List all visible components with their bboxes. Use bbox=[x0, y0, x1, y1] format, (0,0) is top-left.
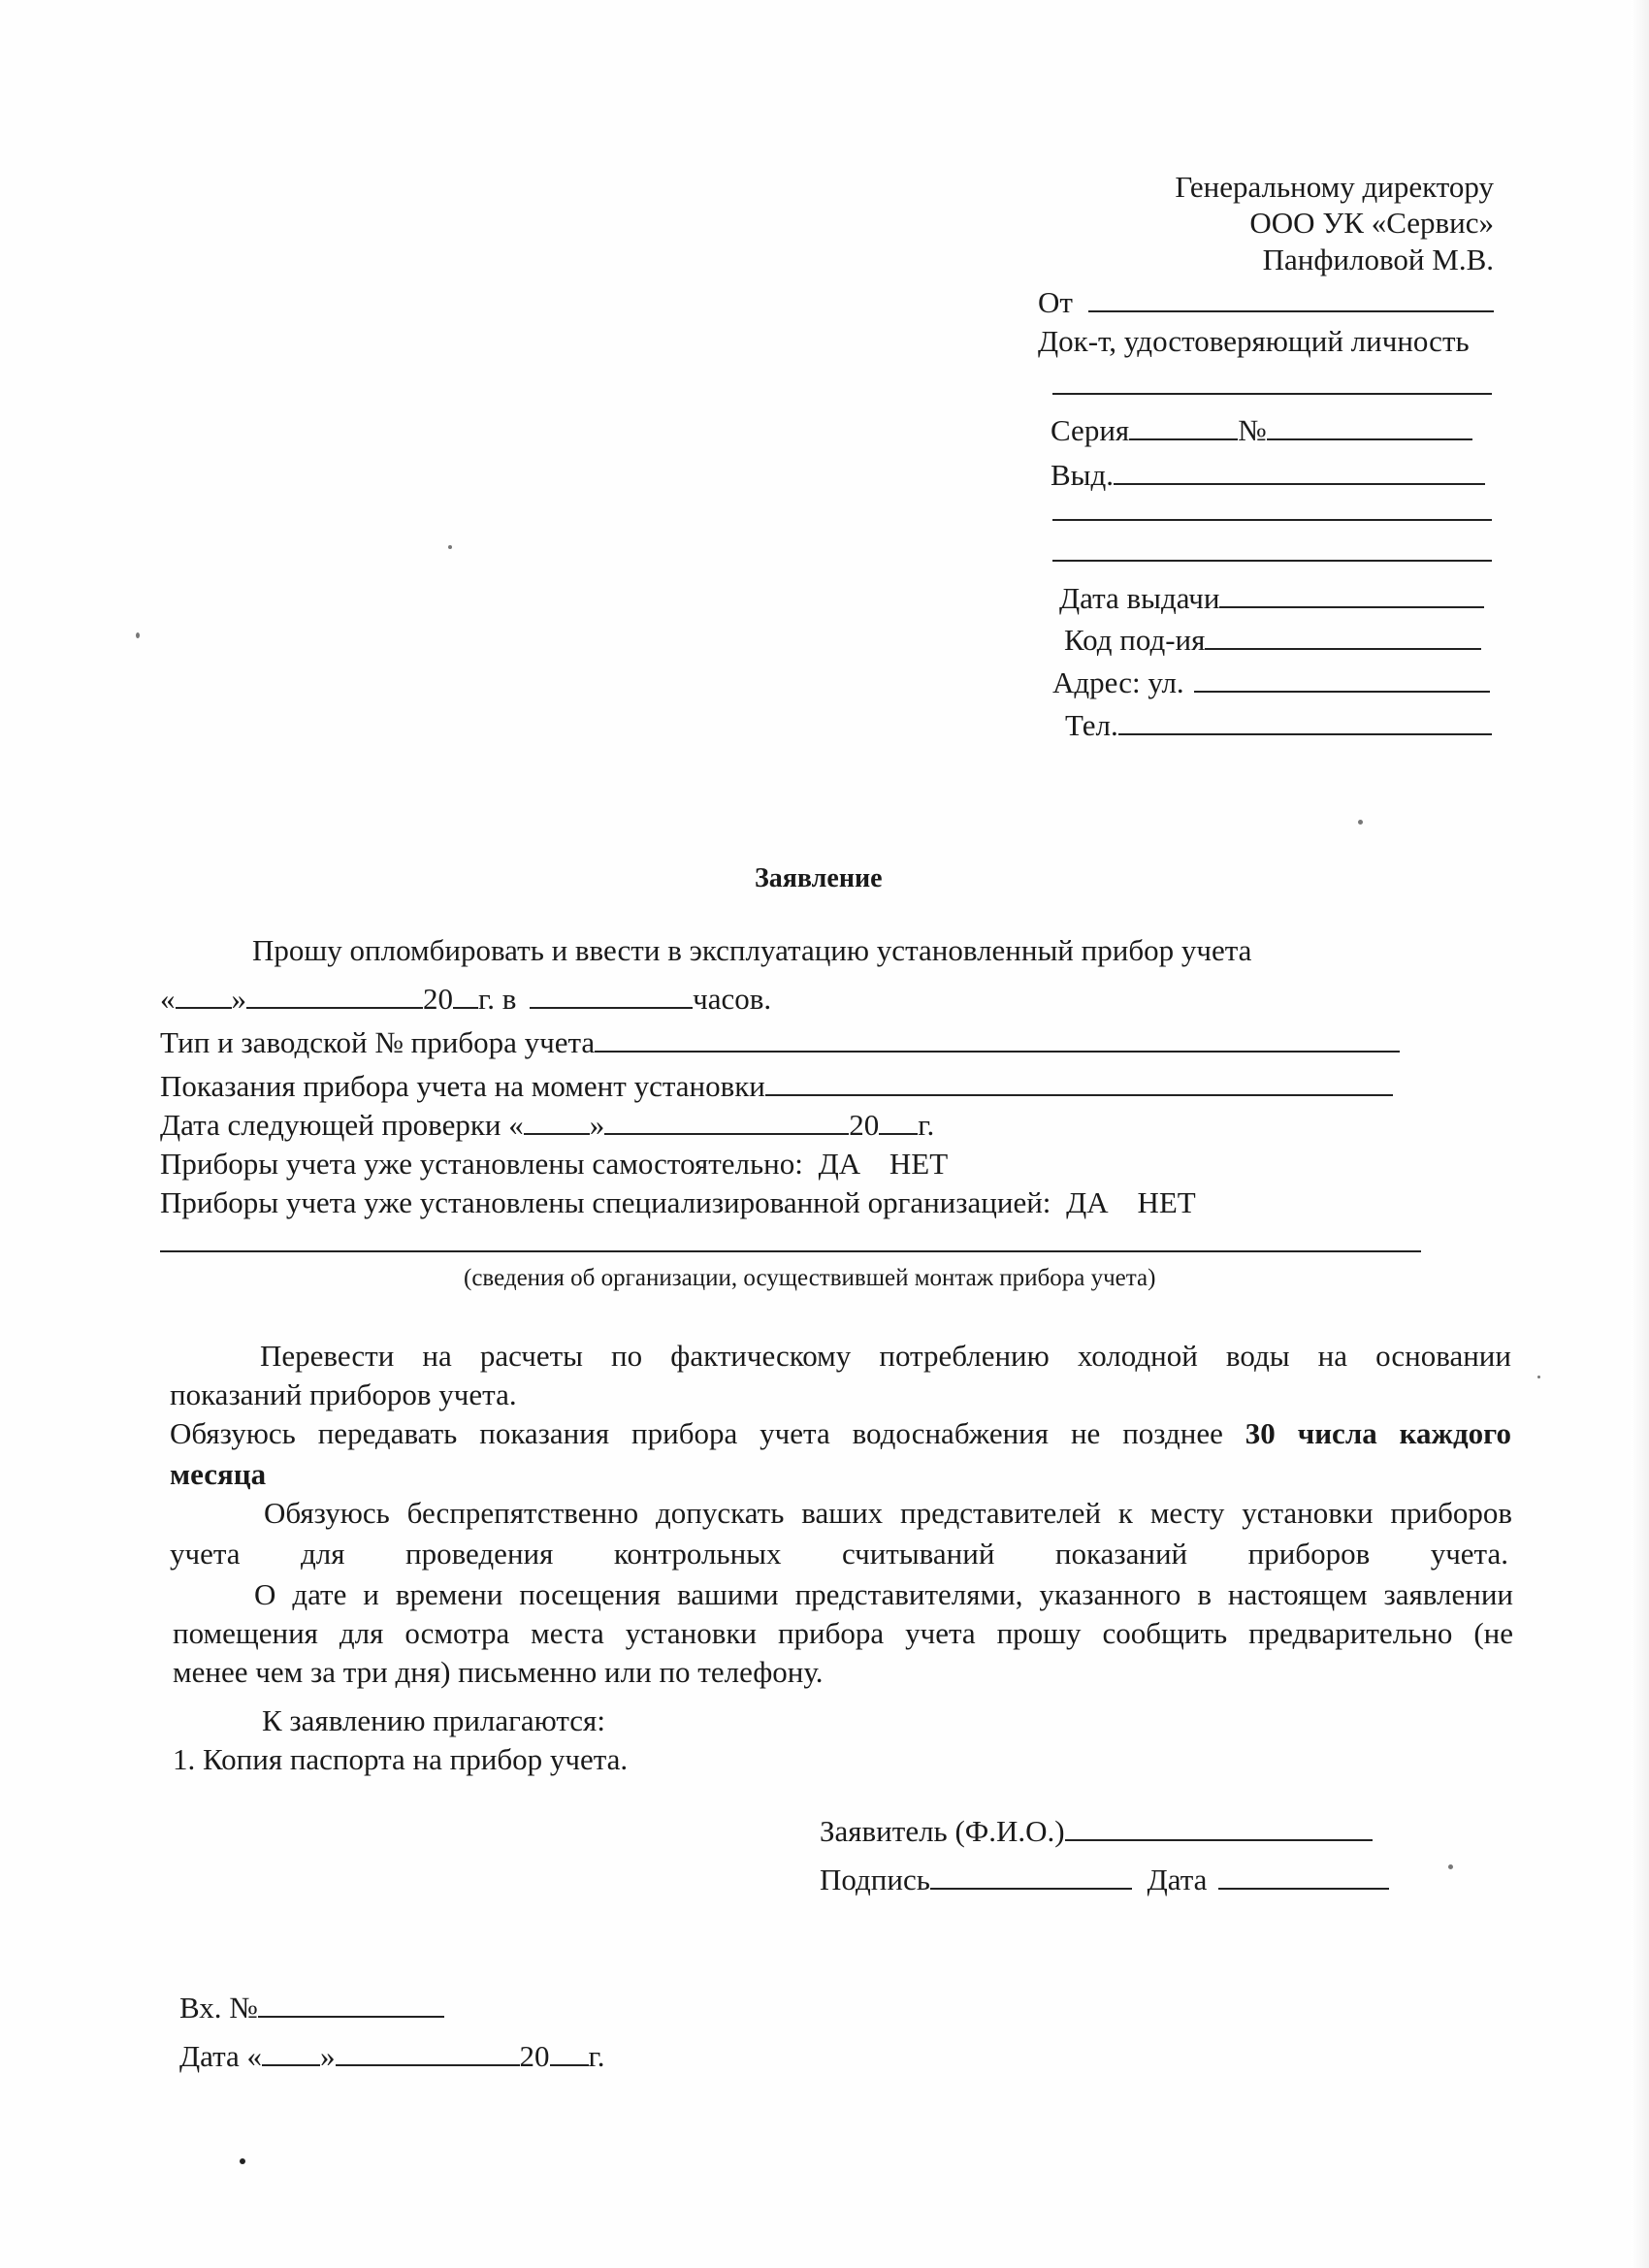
sign-date-row bbox=[820, 1861, 1389, 1899]
self-installed-label: Приборы учета уже установлены самостоятельно: bbox=[160, 1147, 803, 1181]
number-line bbox=[1267, 411, 1472, 440]
scan-edge-shadow bbox=[1632, 0, 1649, 2268]
install-month-line bbox=[246, 980, 423, 1009]
address-field[interactable] bbox=[1052, 664, 1490, 702]
issued-line-3[interactable] bbox=[1052, 560, 1492, 562]
next-check-month-line bbox=[604, 1106, 849, 1135]
paragraph-1-line-2: показаний приборов учета. bbox=[170, 1377, 517, 1411]
sign-date-line[interactable] bbox=[1218, 1861, 1389, 1890]
applicant-label: Заявитель (Ф.И.О.) bbox=[820, 1814, 1065, 1848]
next-check-quote-close: » bbox=[589, 1108, 605, 1142]
applicant-line bbox=[1065, 1812, 1373, 1841]
registration-year-prefix: 20 bbox=[519, 2039, 550, 2073]
next-check-field[interactable] bbox=[160, 1106, 934, 1145]
scan-speck bbox=[1358, 820, 1363, 825]
org-installed-no[interactable]: НЕТ bbox=[1137, 1185, 1196, 1219]
paragraph-4-line-1: О дате и времени посещения вашими представителями, указанного в настоящем заявлении bbox=[254, 1577, 1513, 1611]
id-doc-line[interactable] bbox=[1052, 393, 1492, 395]
next-check-year-line bbox=[879, 1106, 918, 1135]
paragraph-2-line-2: месяца bbox=[170, 1457, 267, 1491]
self-installed-row bbox=[160, 1145, 948, 1183]
address-line bbox=[1194, 664, 1490, 693]
incoming-no-field[interactable] bbox=[179, 1989, 444, 2027]
paragraph-4-line-2: помещения для осмотра места установки прибора учета прошу сообщить предварительно (не bbox=[173, 1616, 1513, 1650]
registration-year-line bbox=[550, 2037, 589, 2066]
division-code-line bbox=[1205, 621, 1481, 650]
issued-label: Выд. bbox=[1051, 458, 1115, 492]
registration-quote-close: » bbox=[320, 2039, 336, 2073]
issued-field[interactable] bbox=[1051, 456, 1485, 495]
sign-line[interactable] bbox=[930, 1861, 1132, 1890]
paragraph-3-line-2: учета для проведения контрольных считываний показаний приборов учета. bbox=[170, 1537, 1508, 1571]
series-number-field[interactable] bbox=[1051, 411, 1472, 450]
from-field[interactable] bbox=[1038, 283, 1494, 322]
install-date-field[interactable] bbox=[160, 980, 771, 1019]
registration-month-line bbox=[336, 2037, 520, 2066]
meter-type-label: Тип и заводской № прибора учета bbox=[160, 1025, 596, 1059]
series-label: Серия bbox=[1051, 413, 1130, 447]
year-prefix: 20 bbox=[423, 982, 453, 1016]
request-line: Прошу опломбировать и ввести в эксплуатацию установленный прибор учета bbox=[252, 933, 1252, 967]
division-code-label: Код под-ия bbox=[1064, 623, 1206, 657]
year-suffix-at: г. в bbox=[478, 982, 517, 1016]
scan-speck bbox=[1448, 1864, 1453, 1869]
org-info-line[interactable] bbox=[160, 1250, 1421, 1252]
install-year-line bbox=[453, 980, 478, 1009]
org-installed-row bbox=[160, 1183, 1196, 1222]
issued-line bbox=[1114, 456, 1485, 485]
self-installed-no[interactable]: НЕТ bbox=[889, 1147, 949, 1181]
registration-day-line bbox=[262, 2037, 320, 2066]
install-day-line bbox=[176, 980, 232, 1009]
issue-date-line bbox=[1219, 579, 1484, 608]
next-check-year-prefix: 20 bbox=[849, 1108, 880, 1142]
readings-label: Показания прибора учета на момент установки bbox=[160, 1069, 765, 1103]
scan-speck bbox=[448, 545, 452, 549]
addressee-line-2: ООО УК «Сервис» bbox=[1249, 206, 1494, 240]
meter-type-field[interactable] bbox=[160, 1023, 1400, 1062]
scan-speck bbox=[1537, 1376, 1540, 1378]
hours-label: часов. bbox=[693, 982, 772, 1016]
meter-type-line bbox=[595, 1023, 1400, 1053]
scan-speck bbox=[240, 2158, 245, 2164]
paragraph-2-line-1 bbox=[170, 1414, 1511, 1453]
incoming-no-line bbox=[258, 1989, 444, 2018]
issue-date-label: Дата выдачи bbox=[1059, 581, 1220, 615]
address-label: Адрес: ул. bbox=[1052, 665, 1184, 699]
sign-label: Подпись bbox=[820, 1863, 930, 1896]
paragraph-1-line-1: Перевести на расчеты по фактическому потреблению холодной воды на основании bbox=[260, 1339, 1511, 1373]
addressee-line-1: Генеральному директору bbox=[1175, 170, 1494, 204]
paragraph-4-line-3: менее чем за три дня) письменно или по телефону. bbox=[173, 1655, 824, 1689]
attachment-1: 1. Копия паспорта на прибор учета. bbox=[173, 1742, 629, 1776]
paragraph-2-text: Обязуюсь передавать показания прибора учета водоснабжения не позднее bbox=[170, 1416, 1223, 1450]
readings-field[interactable] bbox=[160, 1067, 1393, 1106]
registration-year-suffix: г. bbox=[588, 2039, 605, 2073]
phone-label: Тел. bbox=[1065, 708, 1118, 742]
sign-date-label: Дата bbox=[1147, 1863, 1208, 1896]
next-check-day-line bbox=[524, 1106, 590, 1135]
registration-date-field[interactable] bbox=[179, 2037, 605, 2076]
registration-date-label: Дата « bbox=[179, 2039, 263, 2073]
id-doc-label: Док-т, удостоверяющий личность bbox=[1038, 324, 1470, 358]
number-label: № bbox=[1238, 413, 1267, 447]
applicant-field[interactable] bbox=[820, 1812, 1373, 1851]
paragraph-3-line-1: Обязуюсь беспрепятственно допускать ваших представителей к месту установки приборов bbox=[264, 1496, 1512, 1530]
from-label: От bbox=[1038, 285, 1073, 319]
issued-line-2[interactable] bbox=[1052, 519, 1492, 521]
document-title: Заявление bbox=[755, 863, 883, 893]
install-time-line bbox=[530, 980, 693, 1009]
readings-line bbox=[765, 1067, 1393, 1096]
next-check-label: Дата следующей проверки « bbox=[160, 1108, 524, 1142]
phone-line bbox=[1118, 706, 1492, 735]
org-installed-yes[interactable]: ДА bbox=[1066, 1185, 1109, 1219]
incoming-no-label: Вх. № bbox=[179, 1991, 258, 2025]
org-info-caption: (сведения об организации, осуществившей монтаж прибора учета) bbox=[464, 1265, 1156, 1291]
quote-close: » bbox=[231, 982, 246, 1016]
addressee-line-3: Панфиловой М.В. bbox=[1262, 243, 1494, 276]
issue-date-field[interactable] bbox=[1059, 579, 1484, 618]
org-installed-label: Приборы учета уже установлены специализированной организацией: bbox=[160, 1185, 1051, 1219]
self-installed-yes[interactable]: ДА bbox=[818, 1147, 861, 1181]
phone-field[interactable] bbox=[1065, 706, 1492, 745]
paragraph-2-deadline: 30 числа каждого bbox=[1245, 1416, 1511, 1450]
quote-open: « bbox=[160, 982, 176, 1016]
next-check-year-suffix: г. bbox=[918, 1108, 935, 1142]
attachments-label: К заявлению прилагаются: bbox=[262, 1703, 605, 1737]
scan-speck bbox=[136, 632, 140, 638]
from-line bbox=[1088, 283, 1494, 312]
series-line bbox=[1129, 411, 1238, 440]
division-code-field[interactable] bbox=[1064, 621, 1481, 660]
